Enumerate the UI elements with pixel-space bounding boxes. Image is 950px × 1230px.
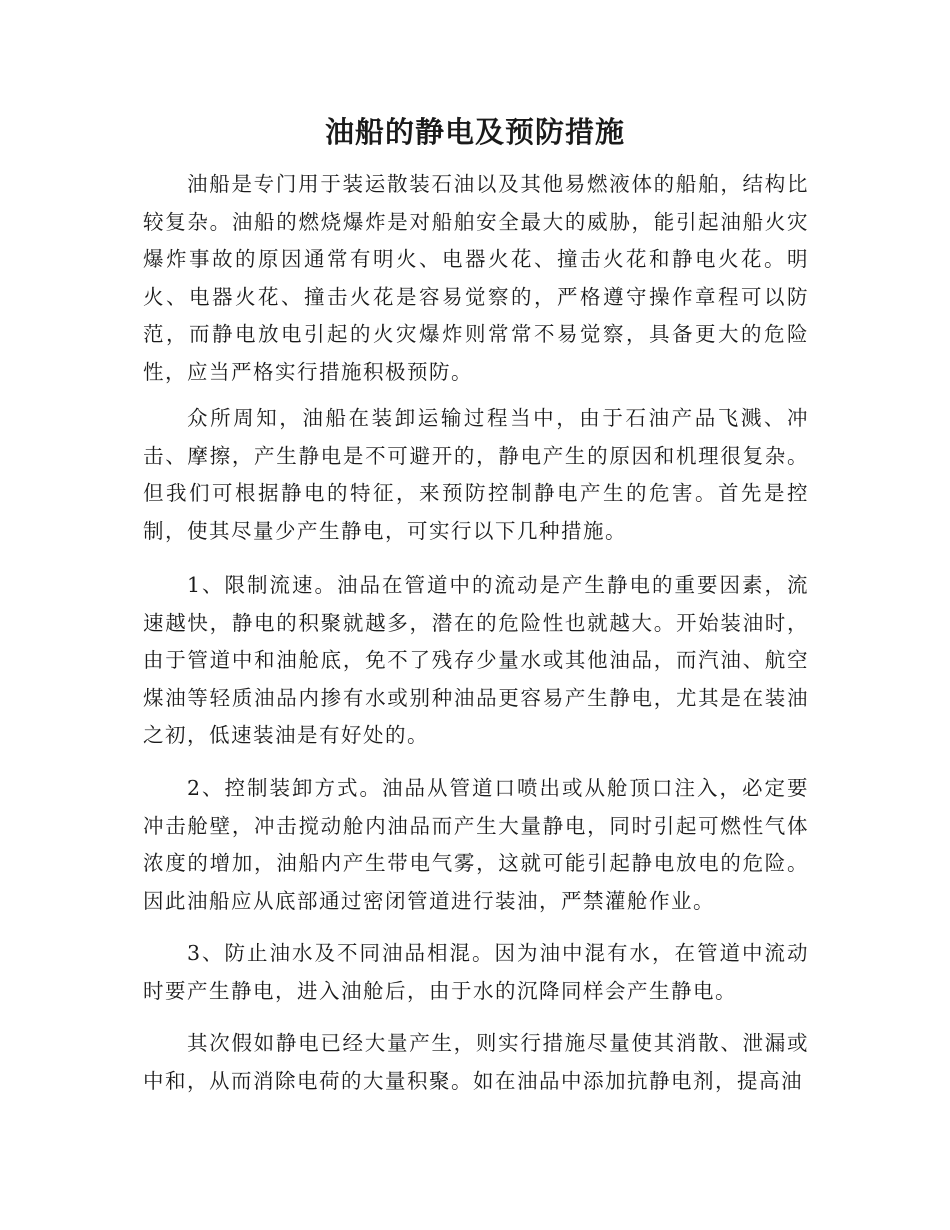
paragraph-static-causes: 众所周知，油船在装卸运输过程当中，由于石油产品飞溅、冲击、摩擦，产生静电是不可避开的，静电产生的原因和机理很复杂。但我们可根据静电的特征，来预防控制静电产生的危害。首先是控制，使其尽量少产生静电，可实行以下几种措施。 — [143, 406, 809, 543]
paragraph-measure-loading-method: 2、控制装卸方式。油品从管道口喷出或从舱顶口注入，必定要冲击舱壁，冲击搅动舱内油品而产生大量静电，同时引起可燃性气体浓度的增加，油船内产生带电气雾，这就可能引起静电放电的危险。因此油船应从底部通过密闭管道进行装油，严禁灌舱作业。 — [143, 776, 809, 913]
paragraph-intro: 油船是专门用于装运散装石油以及其他易燃液体的船舶，结构比较复杂。油船的燃烧爆炸是对船舶安全最大的威胁，能引起油船火灾爆炸事故的原因通常有明火、电器火花、撞击火花和静电火花。明火、电器火花、撞击火花是容易觉察的，严格遵守操作章程可以防范，而静电放电引起的火灾爆炸则常常不易觉察，具备更大的危险性，应当严格实行措施积极预防。 — [143, 172, 809, 384]
paragraph-dissipation: 其次假如静电已经大量产生，则实行措施尽量使其消散、泄漏或中和，从而消除电荷的大量积聚。如在油品中添加抗静电剂，提高油 — [143, 1031, 809, 1093]
paragraph-measure-prevent-mixing: 3、防止油水及不同油品相混。因为油中混有水，在管道中流动时要产生静电，进入油舱后，由于水的沉降同样会产生静电。 — [143, 941, 809, 1003]
paragraph-measure-flow-rate: 1、限制流速。油品在管道中的流动是产生静电的重要因素，流速越快，静电的积聚就越多，潜在的危险性也就越大。开始装油时，由于管道中和油舱底，免不了残存少量水或其他油品，而汽油、航空煤油等轻质油品内掺有水或别种油品更容易产生静电，尤其是在装油之初，低速装油是有好处的。 — [143, 573, 809, 747]
document-title: 油船的静电及预防措施 — [324, 115, 625, 149]
